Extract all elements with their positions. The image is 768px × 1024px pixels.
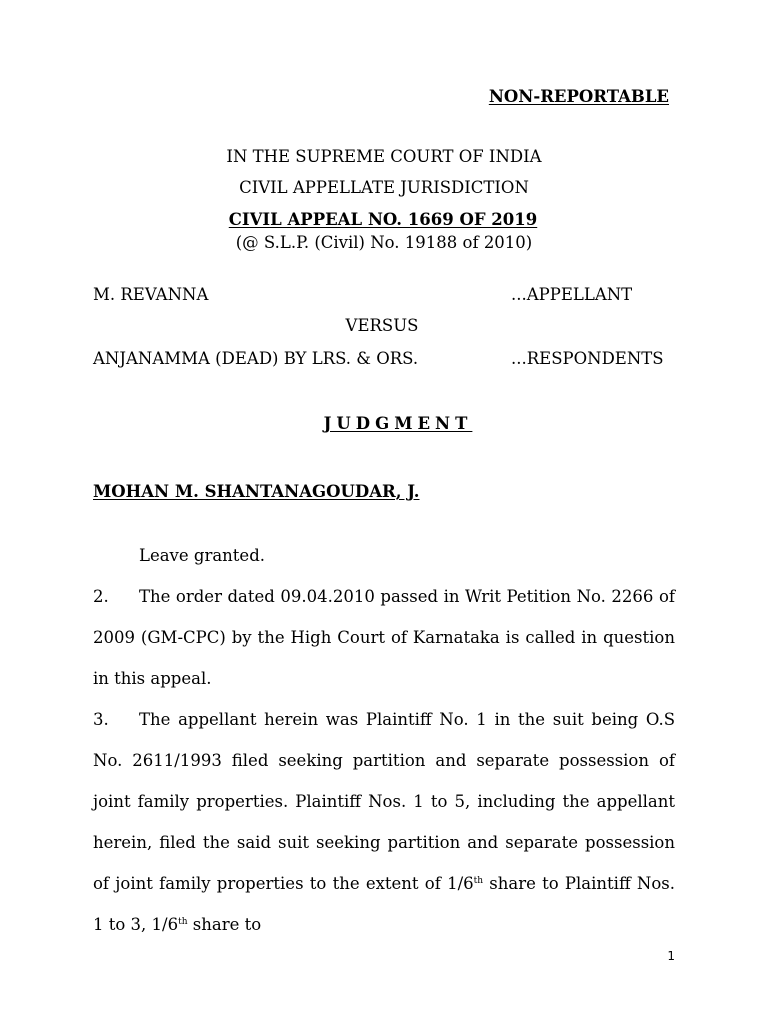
respondent-role: ...RESPONDENTS xyxy=(511,349,664,368)
appellant-role: ...APPELLANT xyxy=(511,285,633,304)
page-number: 1 xyxy=(667,949,675,963)
paragraph-3-text-c: share to xyxy=(187,915,262,934)
paragraph-3-sup-a: th xyxy=(473,876,484,886)
versus-label: VERSUS xyxy=(345,316,419,335)
appeal-number-text: CIVIL APPEAL NO. 1669 OF 2019 xyxy=(228,210,538,229)
appellant-name: M. REVANNA xyxy=(93,285,209,304)
paragraph-3-text-b: share to Plaintiff Nos. 1 to 3, 1/6 xyxy=(93,874,675,934)
paragraph-3-sup-b: th xyxy=(178,917,188,927)
slp-number: (@ S.L.P. (Civil) No. 19188 of 2010) xyxy=(235,233,533,252)
paragraph-2 xyxy=(93,576,675,699)
leave-granted: Leave granted. xyxy=(139,546,266,565)
judge-name: MOHAN M. SHANTANAGOUDAR, J. xyxy=(93,482,420,501)
judgment-heading-text: JUDGMENT xyxy=(323,414,473,433)
judgment-heading xyxy=(14,416,768,433)
paragraph-3 xyxy=(93,699,675,945)
paragraph-2-text: The order dated 09.04.2010 passed in Writ Petition No. 2266 of 2009 (GM-CPC) by the High Court of Karnataka is called in question in this appeal. xyxy=(93,587,675,688)
appeal-number xyxy=(0,212,767,229)
respondent-name: ANJANAMMA (DEAD) BY LRS. & ORS. xyxy=(93,349,419,368)
court-name: IN THE SUPREME COURT OF INDIA xyxy=(226,147,542,166)
reportable-label: NON-REPORTABLE xyxy=(488,87,669,106)
paragraph-3-text-a: The appellant herein was Plaintiff No. 1 in the suit being O.S No. 2611/1993 filed seeking partition and separate possession of joint family properties. Plaintiff Nos. 1 to 5, including the appellant herein, filed the said suit seeking partition and separate possession of joint family properties to the extent of 1/6 xyxy=(93,710,675,893)
jurisdiction: CIVIL APPELLATE JURISDICTION xyxy=(239,178,529,197)
paragraph-3-number: 3. xyxy=(93,710,109,729)
paragraph-2-number: 2. xyxy=(93,587,109,606)
